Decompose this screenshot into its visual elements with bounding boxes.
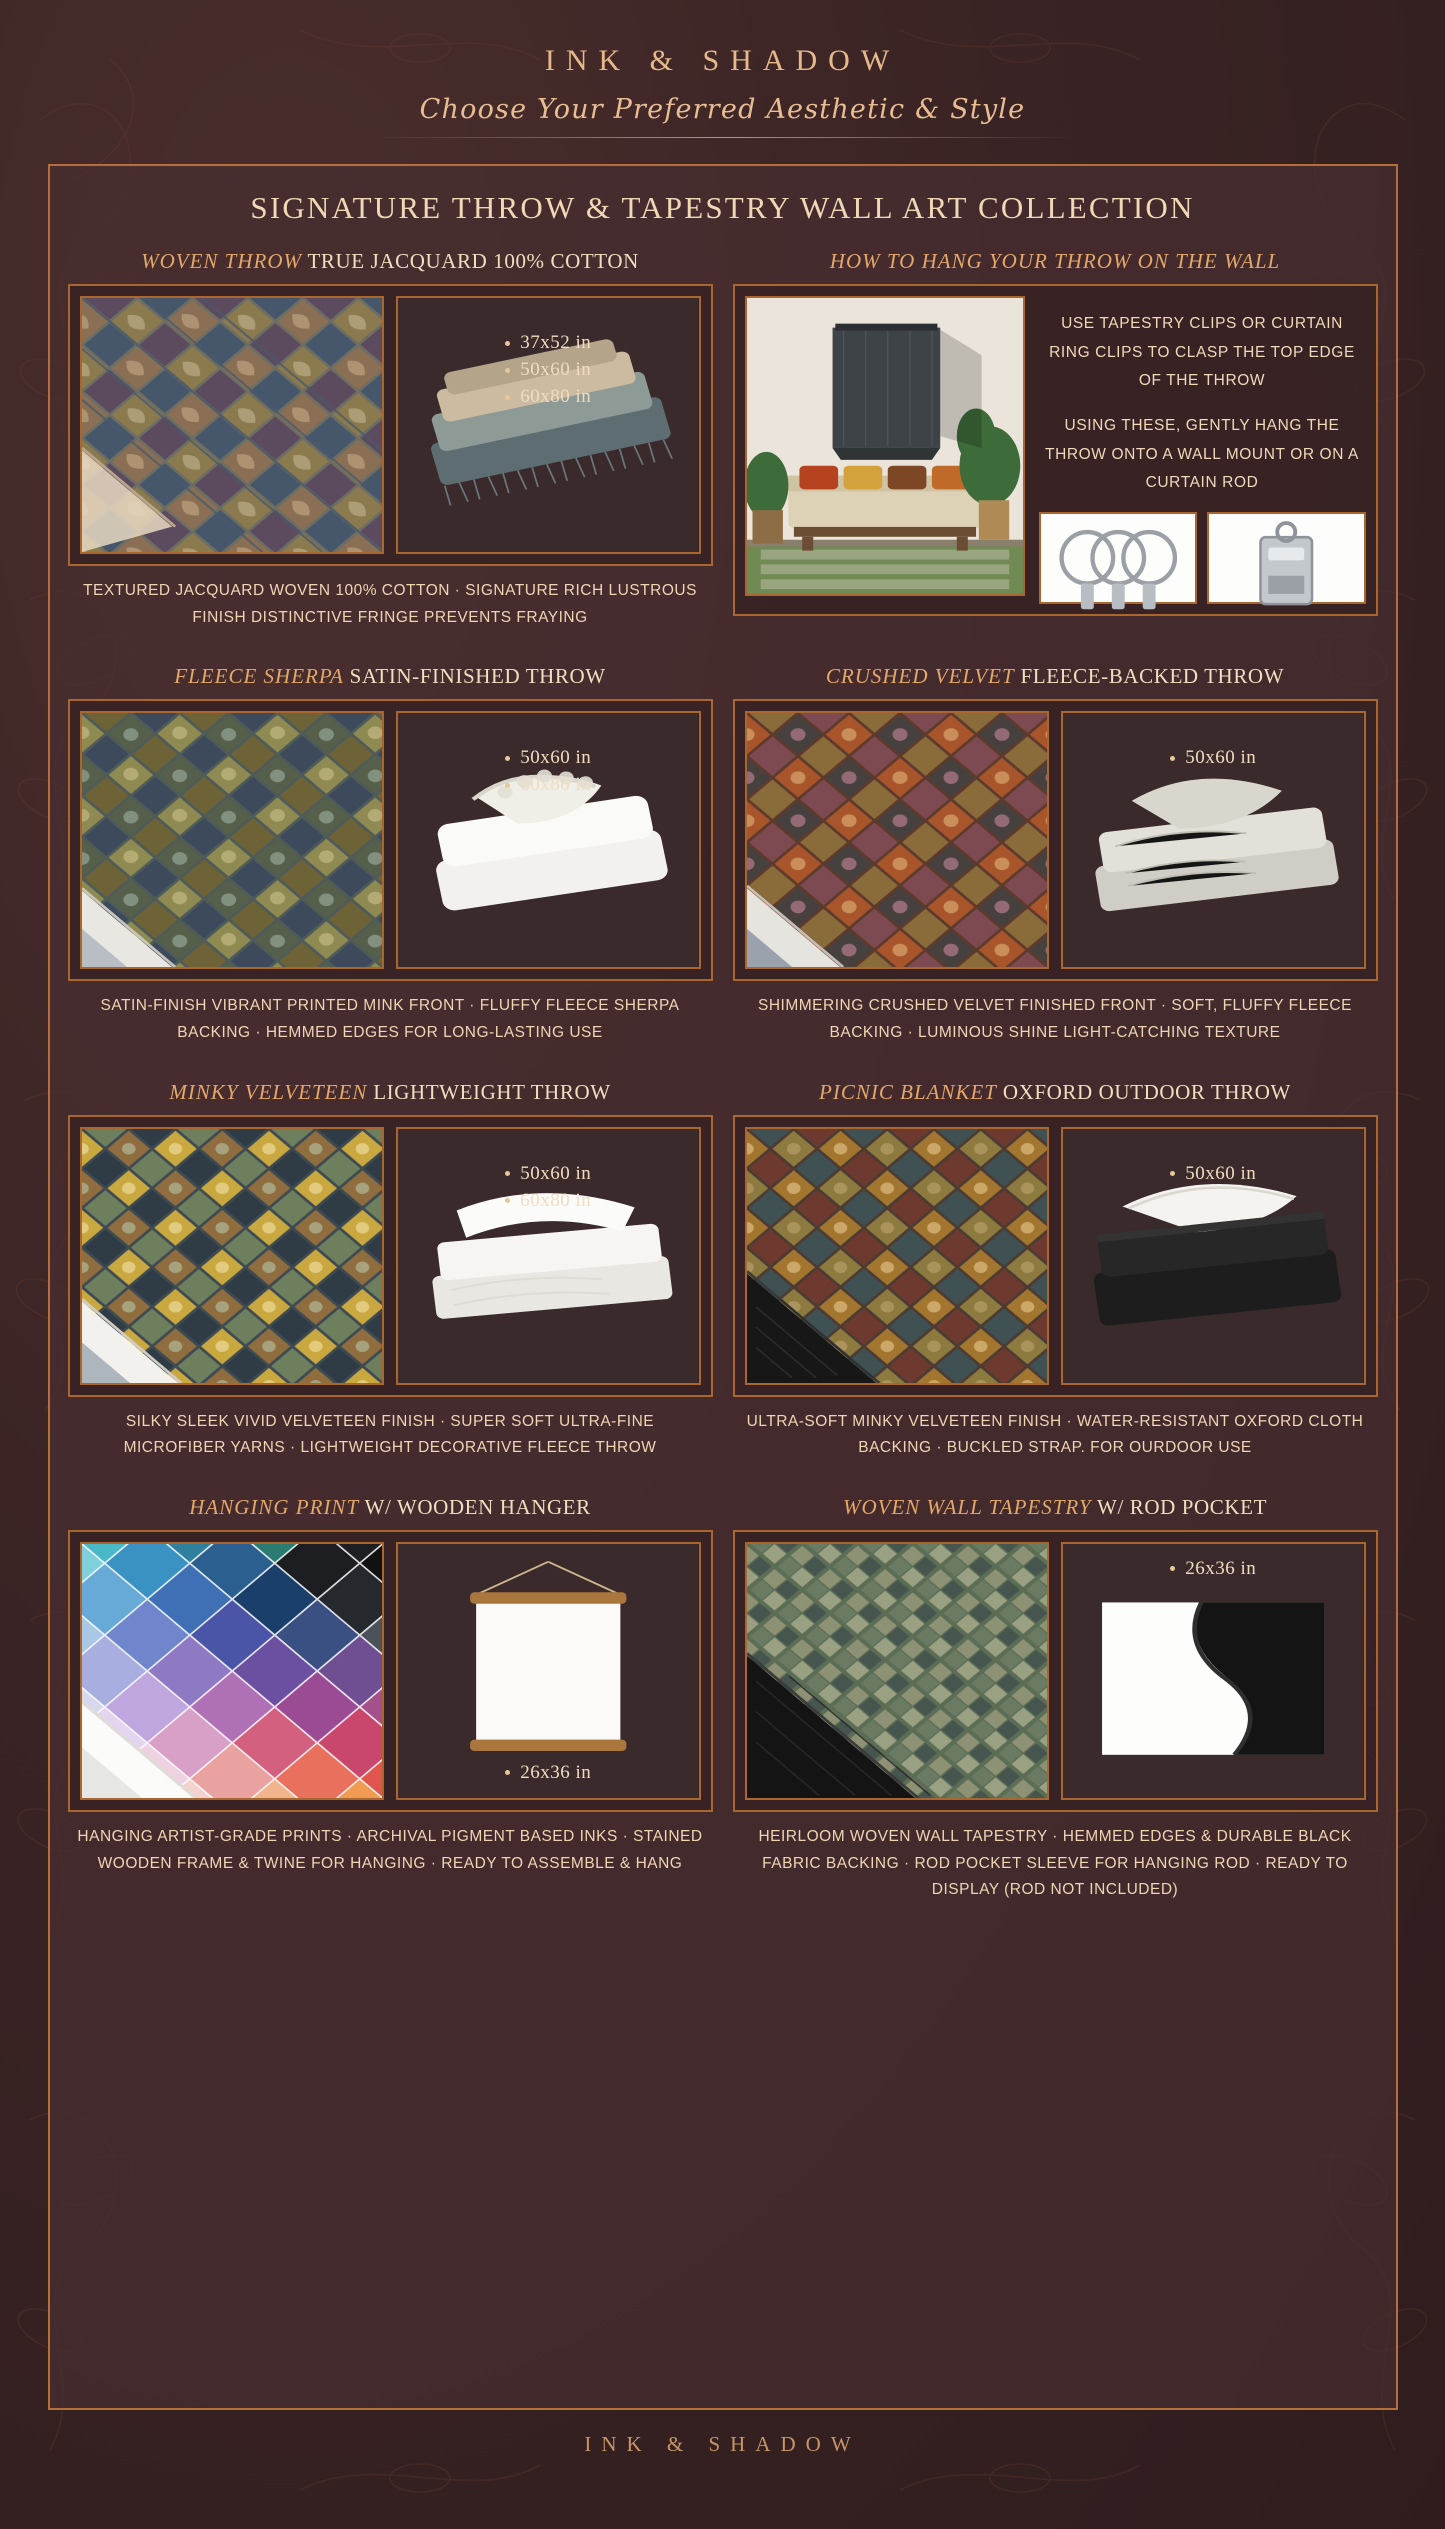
room-scene-photo[interactable] xyxy=(745,296,1025,596)
size-list xyxy=(1063,729,1364,769)
block-title xyxy=(68,1486,713,1530)
rod-pocket-backing-icon xyxy=(1063,1544,1364,1798)
size-label: 50x60 in xyxy=(1185,747,1257,769)
block-title-emphasis: WOVEN WALL TAPESTRY xyxy=(842,1494,1092,1519)
bullet-icon xyxy=(1170,1171,1175,1176)
image-row xyxy=(68,1115,713,1397)
hang-paragraph-2: USING THESE, GENTLY HANG THE THROW ONTO A WALL MOUNT OR ON A CURTAIN ROD xyxy=(1045,417,1359,492)
product-photo-folded[interactable] xyxy=(1061,1127,1366,1385)
bullet-icon xyxy=(505,341,510,346)
product-photo-folded[interactable] xyxy=(396,1127,701,1385)
product-block-picnic xyxy=(733,1071,1378,1472)
size-item xyxy=(1063,1163,1364,1185)
product-block-tapestry xyxy=(733,1486,1378,1914)
image-row xyxy=(68,1530,713,1812)
size-label: 60x80 in xyxy=(520,1189,592,1211)
size-label: 37x52 in xyxy=(520,332,592,353)
size-item xyxy=(398,1163,699,1185)
product-photo-front[interactable] xyxy=(745,1542,1050,1800)
size-label: 26x36 in xyxy=(520,1761,592,1783)
block-title-emphasis: HANGING PRINT xyxy=(189,1494,360,1519)
block-title-rest: OXFORD OUTDOOR THROW xyxy=(1002,1079,1291,1104)
product-caption: HANGING ARTIST-GRADE PRINTS · ARCHIVAL PIGMENT BASED INKS · STAINED WOODEN FRAME & TWINE FOR HANGING · READY TO ASSEMBLE & HANG xyxy=(77,1827,703,1872)
block-title-rest: W/ ROD POCKET xyxy=(1097,1494,1268,1519)
product-photo-front[interactable] xyxy=(80,1542,385,1800)
block-title xyxy=(68,1071,713,1115)
size-item xyxy=(1063,747,1364,769)
size-label: 60x80 in xyxy=(520,774,592,796)
product-block-minky xyxy=(68,1071,713,1472)
tapestry-clip-photo[interactable] xyxy=(1207,512,1366,604)
divider xyxy=(368,137,1078,138)
product-caption: SHIMMERING CRUSHED VELVET FINISHED FRONT · SOFT, FLUFFY FLEECE BACKING · LUMINOUS SHINE LIGHT-CATCHING TEXTURE xyxy=(758,997,1352,1041)
product-photo-front[interactable] xyxy=(80,296,385,554)
size-label: 50x60 in xyxy=(520,359,592,380)
size-list xyxy=(1063,1558,1364,1580)
hang-paragraph-1: USE TAPESTRY CLIPS OR CURTAIN RING CLIPS TO CLASP THE TOP EDGE OF THE THROW xyxy=(1049,315,1355,390)
size-item xyxy=(398,386,699,408)
velveteen-pattern-icon xyxy=(82,1129,383,1383)
page-title: SIGNATURE THROW & TAPESTRY WALL ART COLLECTION xyxy=(250,190,1195,225)
bullet-icon xyxy=(505,1770,510,1775)
size-item xyxy=(398,332,699,354)
velvet-pattern-icon xyxy=(747,713,1048,967)
size-label: 50x60 in xyxy=(520,747,592,769)
product-block-velvet xyxy=(733,655,1378,1056)
printed-mink-pattern-icon xyxy=(82,713,383,967)
image-row xyxy=(733,1115,1378,1397)
block-title xyxy=(68,655,713,699)
product-caption: SILKY SLEEK VIVID VELVETEEN FINISH · SUPER SOFT ULTRA-FINE MICROFIBER YARNS · LIGHTWEIGHT DECORATIVE FLEECE THROW xyxy=(123,1412,657,1457)
tapestry-pattern-icon xyxy=(747,1544,1048,1798)
size-item xyxy=(398,1762,699,1784)
size-item xyxy=(398,1190,699,1212)
bullet-icon xyxy=(505,1198,510,1203)
living-room-icon xyxy=(747,298,1023,594)
hardware-icons xyxy=(1039,512,1366,604)
product-block-sherpa xyxy=(68,655,713,1056)
size-item xyxy=(1063,1558,1364,1580)
ring-clip-icon xyxy=(1041,514,1196,630)
size-list xyxy=(1063,1145,1364,1185)
bullet-icon xyxy=(505,1171,510,1176)
block-title xyxy=(733,240,1378,284)
product-caption: TEXTURED JACQUARD WOVEN 100% COTTON · SIGNATURE RICH LUSTROUS FINISH DISTINCTIVE FRINGE PREVENTS FRAYING xyxy=(83,582,697,626)
hang-instruction-text xyxy=(1039,296,1366,604)
product-photo-front[interactable] xyxy=(745,1127,1050,1385)
size-label: 50x60 in xyxy=(1185,1162,1257,1184)
block-title-rest: LIGHTWEIGHT THROW xyxy=(373,1079,611,1104)
jacquard-pattern-icon xyxy=(82,298,383,552)
product-block-hang-instructions xyxy=(733,240,1378,641)
tagline: Choose Your Preferred Aesthetic & Style xyxy=(419,94,1026,125)
product-caption: SATIN-FINISH VIBRANT PRINTED MINK FRONT · FLUFFY FLEECE SHERPA BACKING · HEMMED EDGES FOR LONG-LASTING USE xyxy=(100,997,680,1041)
image-row xyxy=(68,699,713,981)
block-title xyxy=(733,655,1378,699)
bullet-icon xyxy=(505,756,510,761)
block-title xyxy=(733,1486,1378,1530)
size-item xyxy=(398,774,699,796)
bullet-icon xyxy=(1170,1566,1175,1571)
image-row xyxy=(733,1530,1378,1812)
block-title-rest: TRUE JACQUARD 100% COTTON xyxy=(307,249,639,273)
product-photo-front[interactable] xyxy=(80,1127,385,1385)
image-row xyxy=(68,284,713,566)
hanger-photo[interactable] xyxy=(396,1542,701,1800)
footer-brand: INK & SHADOW xyxy=(584,2432,861,2456)
block-title-rest: FLEECE-BACKED THROW xyxy=(1020,664,1285,689)
block-title xyxy=(733,1071,1378,1115)
block-title xyxy=(68,240,713,284)
block-title-emphasis: CRUSHED VELVET xyxy=(825,664,1015,689)
brand-title: INK & SHADOW xyxy=(544,44,901,77)
product-photo-front[interactable] xyxy=(745,711,1050,969)
bullet-icon xyxy=(505,368,510,373)
size-list xyxy=(398,729,699,796)
tapestry-clip-icon xyxy=(1209,514,1364,630)
wooden-hanger-print-icon xyxy=(398,1544,699,1798)
collection-panel xyxy=(48,164,1398,2410)
picnic-pattern-icon xyxy=(747,1129,1048,1383)
block-title-emphasis: WOVEN THROW xyxy=(141,249,303,273)
size-label: 60x80 in xyxy=(520,386,592,407)
bullet-icon xyxy=(505,395,510,400)
product-photo-folded[interactable] xyxy=(396,296,701,554)
size-list xyxy=(398,1145,699,1212)
image-row xyxy=(733,284,1378,616)
product-block-hanging-print xyxy=(68,1486,713,1914)
product-photo-folded[interactable] xyxy=(396,711,701,969)
size-label: 26x36 in xyxy=(1185,1557,1257,1579)
block-title-rest: W/ WOODEN HANGER xyxy=(364,1494,591,1519)
size-item xyxy=(398,747,699,769)
size-item xyxy=(398,359,699,381)
masthead xyxy=(0,0,1445,138)
product-caption: ULTRA-SOFT MINKY VELVETEEN FINISH · WATER-RESISTANT OXFORD CLOTH BACKING · BUCKLED STRAP. FOR OURDOOR USE xyxy=(746,1412,1364,1457)
product-block-woven xyxy=(68,240,713,641)
block-title-emphasis: FLEECE SHERPA xyxy=(174,664,344,689)
size-list xyxy=(398,1762,699,1784)
color-swatch-grid-icon xyxy=(82,1544,383,1798)
image-row xyxy=(733,699,1378,981)
bullet-icon xyxy=(505,783,510,788)
product-grid xyxy=(68,240,1378,1914)
block-title-emphasis: MINKY VELVETEEN xyxy=(169,1079,368,1104)
product-photo-backing[interactable] xyxy=(1061,1542,1366,1800)
block-title-emphasis: HOW TO HANG YOUR THROW ON THE WALL xyxy=(829,249,1281,273)
curtain-ring-clips-photo[interactable] xyxy=(1039,512,1198,604)
block-title-rest: SATIN-FINISHED THROW xyxy=(349,664,606,689)
bullet-icon xyxy=(1170,756,1175,761)
product-photo-front[interactable] xyxy=(80,711,385,969)
product-photo-folded[interactable] xyxy=(1061,711,1366,969)
size-label: 50x60 in xyxy=(520,1162,592,1184)
product-caption: HEIRLOOM WOVEN WALL TAPESTRY · HEMMED EDGES & DURABLE BLACK FABRIC BACKING · ROD POCKET SLEEVE FOR HANGING ROD · READY TO DISPLAY (ROD NOT INCLUDED) xyxy=(758,1827,1352,1899)
block-title-emphasis: PICNIC BLANKET xyxy=(819,1079,997,1104)
size-list xyxy=(398,314,699,408)
